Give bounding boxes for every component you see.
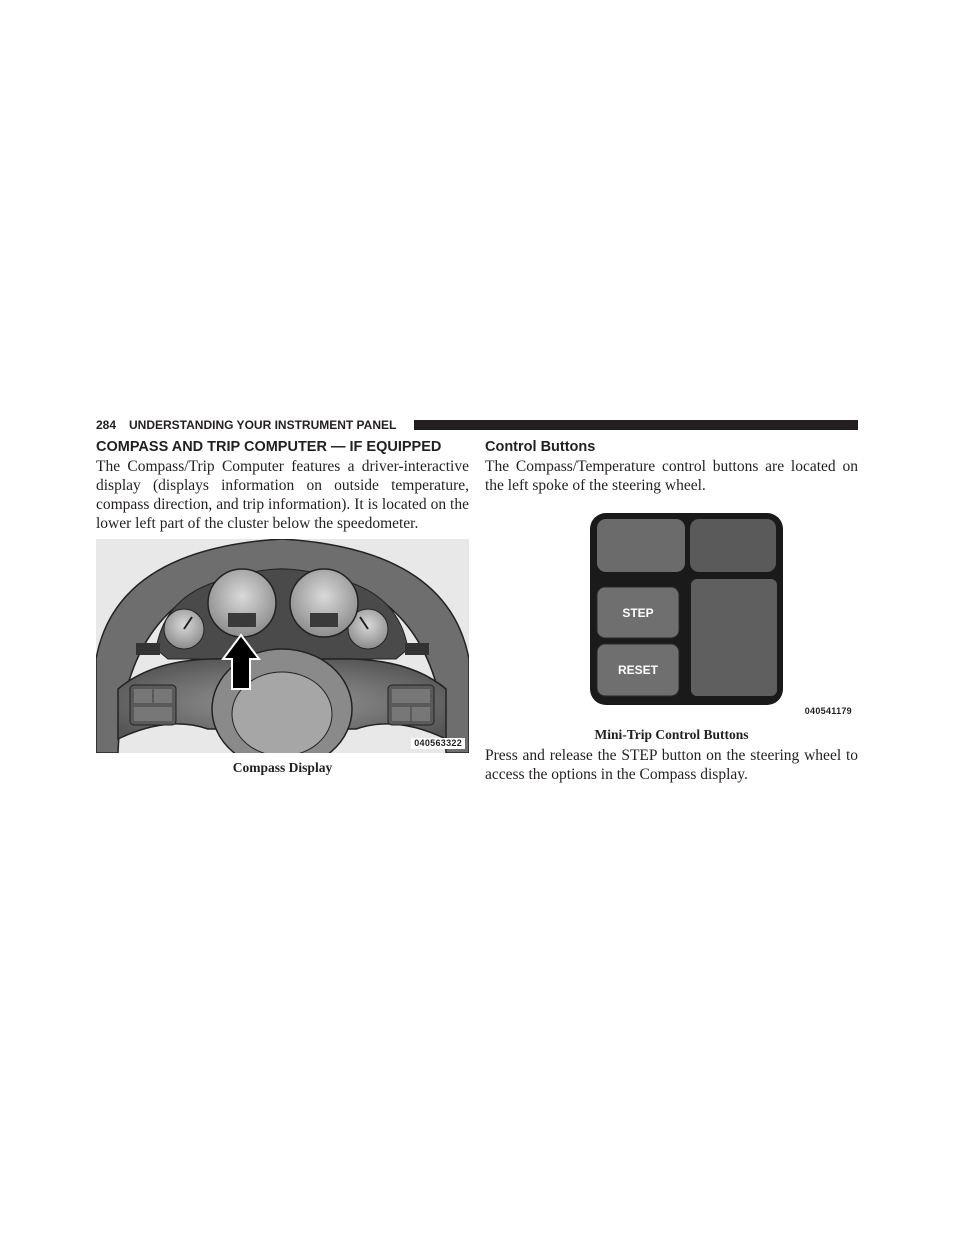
right-column	[485, 438, 858, 784]
page-number: 284	[96, 418, 117, 432]
button-panel-illustration	[485, 511, 858, 716]
page-header	[96, 416, 858, 434]
figure-code: 040563322	[411, 738, 465, 749]
control-buttons-heading: Control Buttons	[485, 439, 596, 455]
step-button-label: STEP	[622, 606, 654, 620]
mini-trip-caption: Mini-Trip Control Buttons	[594, 727, 749, 742]
compass-heading: COMPASS AND TRIP COMPUTER — IF EQUIPPED	[96, 439, 442, 455]
steering-wheel-illustration	[96, 539, 469, 753]
header-rule	[414, 420, 858, 430]
mini-trip-buttons-figure	[485, 511, 858, 716]
control-buttons-paragraph: The Compass/Temperature control buttons are located on the left spoke of the steering wheel.	[485, 458, 858, 494]
compass-display-figure	[96, 539, 469, 753]
compass-caption: Compass Display	[232, 760, 333, 775]
figure-code: 040541179	[804, 706, 852, 716]
section-title: UNDERSTANDING YOUR INSTRUMENT PANEL	[129, 418, 397, 432]
left-column	[96, 438, 469, 776]
step-instructions-paragraph: Press and release the STEP button on the steering wheel to access the options in the Compass display.	[485, 747, 858, 783]
compass-paragraph: The Compass/Trip Computer features a driver-interactive display (displays information on outside temperature, compass direction, and trip information). It is located on the lower left part of the cluster below the speedometer.	[96, 458, 469, 532]
reset-button-label: RESET	[617, 663, 659, 677]
